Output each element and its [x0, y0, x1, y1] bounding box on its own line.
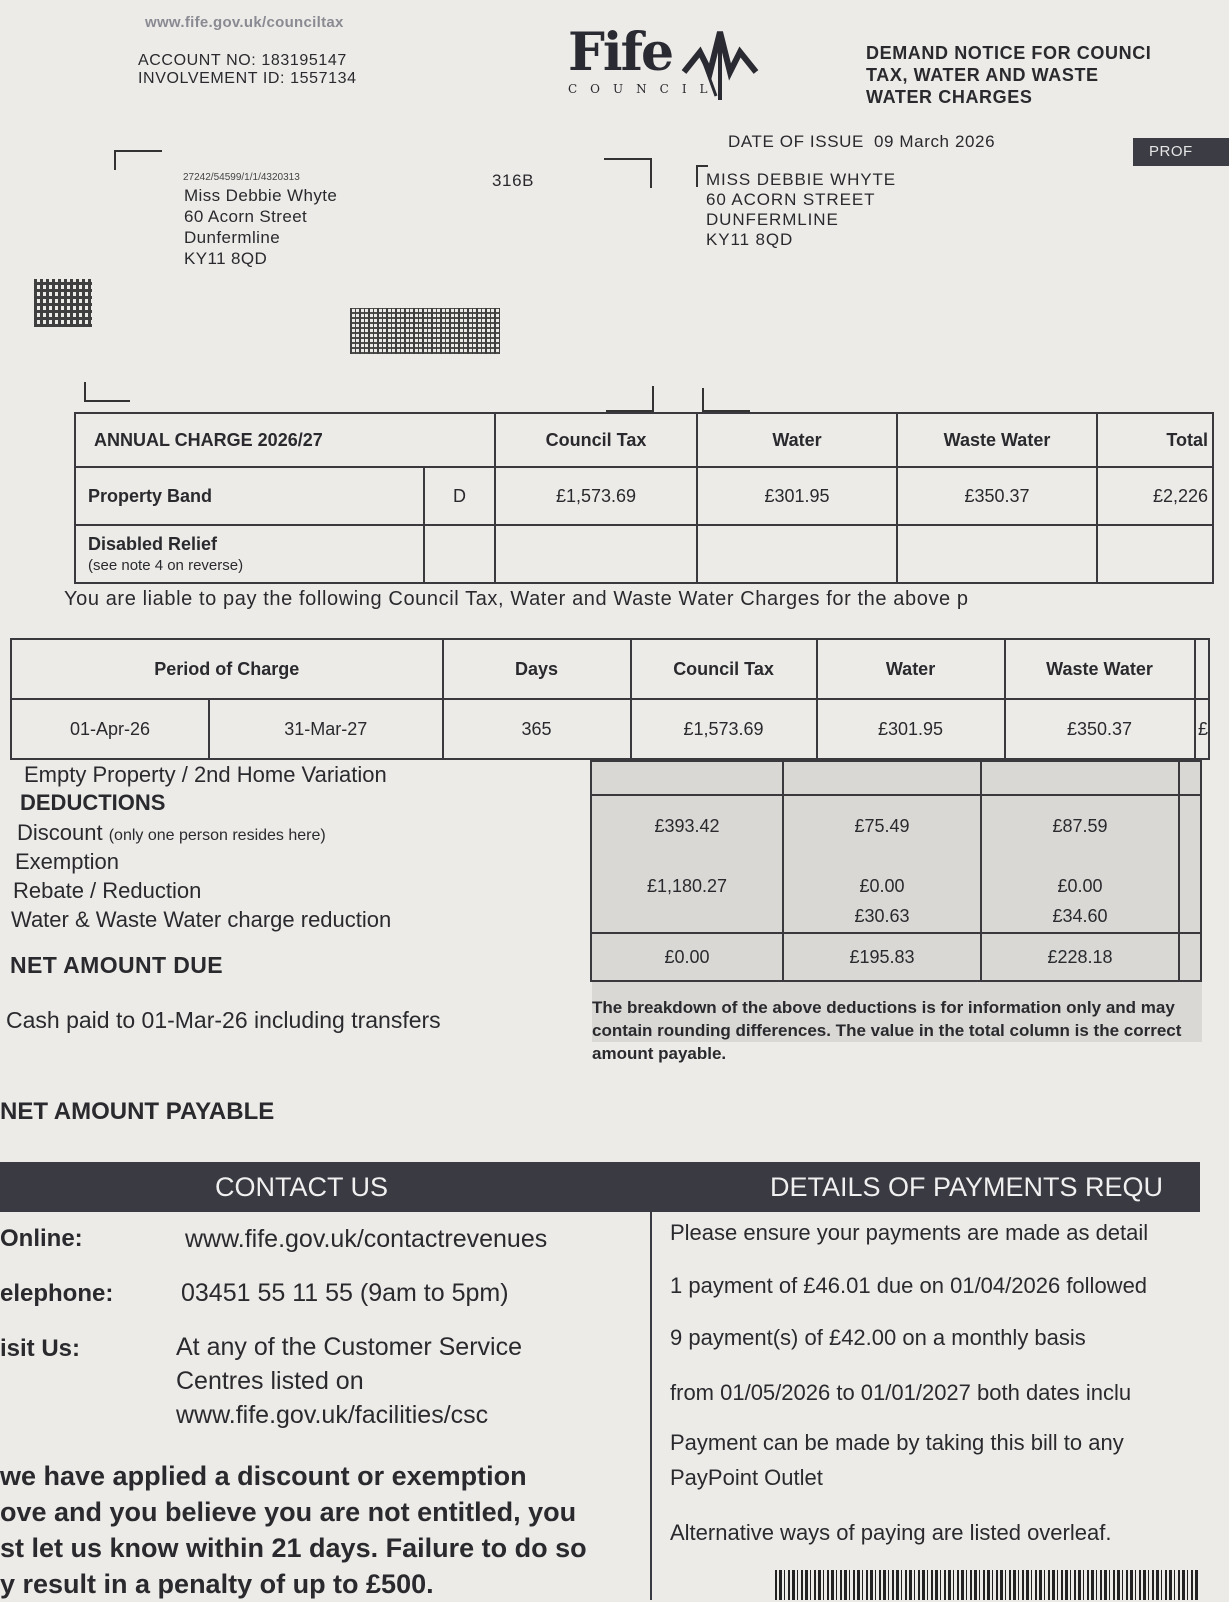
breakdown-note: The breakdown of the above deductions is for information only and may contain rounding differences. The value in the total column is the correct amount payable.: [592, 998, 1182, 1063]
visit-details: [176, 1330, 522, 1432]
notice-title-line: WATER CHARGES: [866, 87, 1033, 107]
col-waste-water: Waste Water: [897, 413, 1097, 467]
period-water: £301.95: [817, 699, 1005, 759]
property-band-value: D: [424, 467, 495, 525]
discount-label: Discount: [17, 820, 103, 845]
empty-cell: [1179, 795, 1201, 933]
col-total: Total: [1097, 413, 1213, 467]
deductions-heading: DEDUCTIONS: [20, 790, 166, 815]
col-days: Days: [443, 639, 631, 699]
warning-line: y result in a penalty of up to £500.: [0, 1569, 434, 1599]
payments-heading: DETAILS OF PAYMENTS REQU: [770, 1172, 1164, 1202]
notice-title-line: TAX, WATER AND WASTE: [866, 65, 1099, 85]
payment-barcode-icon: [775, 1570, 1200, 1600]
online-label: Online:: [0, 1225, 83, 1252]
empty-cell: [981, 761, 1179, 795]
datamatrix-barcode-icon: [350, 308, 500, 354]
window-corner-mark: [84, 382, 130, 402]
account-number: 183195147: [261, 52, 347, 69]
payment-line: Alternative ways of paying are listed overleaf.: [670, 1520, 1112, 1545]
deductions-waste-water: [981, 795, 1179, 933]
warning-line: st let us know within 21 days. Failure to do so: [0, 1533, 587, 1563]
rebate-label: Rebate / Reduction: [13, 878, 202, 903]
window-corner-mark: [702, 388, 750, 412]
disabled-relief-cell: [75, 525, 424, 583]
address-line: KY11 8QD: [706, 230, 794, 249]
involvement-label: INVOLVEMENT ID:: [138, 70, 286, 87]
notice-title-line: DEMAND NOTICE FOR COUNCI: [866, 43, 1152, 63]
empty-cell: [591, 761, 783, 795]
water-reduction-label: Water & Waste Water charge reduction: [11, 907, 392, 932]
window-corner-mark: [114, 150, 162, 170]
address-line: 60 Acorn Street: [184, 207, 308, 226]
property-address: [706, 170, 896, 250]
variation-label: Empty Property / 2nd Home Variation: [24, 762, 387, 787]
notice-title: [866, 42, 1151, 108]
period-council-tax: £1,573.69: [631, 699, 817, 759]
annual-total: £2,226: [1097, 467, 1213, 525]
discount-council-tax: £393.42: [654, 816, 720, 836]
visit-line: Centres listed on: [176, 1367, 364, 1395]
discount-row-label: [17, 818, 326, 850]
involvement-id: 1557134: [290, 70, 357, 87]
col-waste-water: Waste Water: [1005, 639, 1195, 699]
col-water: Water: [817, 639, 1005, 699]
address-line: 60 ACORN STREET: [706, 190, 876, 209]
period-days: 365: [443, 699, 631, 759]
discount-water: £75.49: [854, 816, 910, 836]
address-line: DUNFERMLINE: [706, 210, 839, 229]
csc-link[interactable]: www.fife.gov.uk/facilities/csc: [176, 1401, 489, 1429]
payment-line: Payment can be made by taking this bill to any: [670, 1430, 1124, 1455]
net-council-tax: £0.00: [591, 933, 783, 981]
account-label: ACCOUNT NO:: [138, 52, 257, 69]
period-total: £: [1195, 699, 1209, 759]
annual-charge-title: ANNUAL CHARGE 2026/27: [75, 413, 495, 467]
date-of-issue: [728, 132, 995, 152]
col-council-tax: Council Tax: [631, 639, 817, 699]
online-link[interactable]: www.fife.gov.uk/contactrevenues: [185, 1225, 548, 1253]
mailing-address: [184, 185, 337, 269]
annual-council-tax: £1,573.69: [495, 467, 697, 525]
empty-cell: [424, 525, 495, 583]
empty-cell: [697, 525, 897, 583]
disabled-relief-label: Disabled Relief: [88, 534, 218, 554]
visit-line: At any of the Customer Service: [176, 1333, 522, 1361]
account-block: [138, 52, 357, 88]
payment-line: from 01/05/2026 to 01/01/2027 both dates inclu: [670, 1380, 1132, 1405]
reduction-waste-water: £34.60: [1052, 906, 1108, 926]
payment-line: PayPoint Outlet: [670, 1465, 823, 1490]
empty-cell: [897, 525, 1097, 583]
address-line: Miss Debbie Whyte: [184, 186, 338, 205]
period-to: 31-Mar-27: [209, 699, 443, 759]
telephone-number[interactable]: 03451 55 11 55 (9am to 5pm): [181, 1279, 509, 1307]
col-council-tax: Council Tax: [495, 413, 697, 467]
issue-date: 09 March 2026: [873, 132, 996, 151]
window-corner-mark: [606, 386, 654, 412]
warning-line: we have applied a discount or exemption: [0, 1461, 527, 1491]
fife-council-logo: [568, 22, 778, 102]
empty-cell: [1179, 933, 1201, 981]
empty-cell: [783, 761, 981, 795]
period-waste-water: £350.37: [1005, 699, 1195, 759]
deductions-table: [590, 760, 1202, 982]
issue-label: DATE OF ISSUE: [728, 132, 864, 151]
address-line: MISS DEBBIE WHYTE: [706, 170, 897, 189]
net-waste-water: £228.18: [981, 933, 1179, 981]
col-water: Water: [697, 413, 897, 467]
logo-word: Fife: [568, 22, 673, 83]
penalty-warning: [0, 1458, 587, 1602]
mailing-reference: 27242/54599/1/1/4320313: [183, 172, 300, 183]
deductions-council-tax: [591, 795, 783, 933]
section-divider: [650, 1212, 652, 1600]
net-amount-due-label: NET AMOUNT DUE: [10, 952, 224, 978]
rebate-council-tax: £1,180.27: [646, 876, 728, 896]
col-total: [1195, 639, 1209, 699]
property-band-label: Property Band: [75, 467, 424, 525]
reduction-water: £30.63: [854, 906, 910, 926]
payment-line: 9 payment(s) of £42.00 on a monthly basis: [670, 1325, 1086, 1350]
pro-badge: PROF: [1133, 138, 1229, 166]
rebate-water: £0.00: [859, 876, 905, 896]
deductions-water: [783, 795, 981, 933]
telephone-label: elephone:: [0, 1280, 114, 1307]
col-period: Period of Charge: [11, 639, 443, 699]
empty-cell: [495, 525, 697, 583]
rebate-waste-water: £0.00: [1057, 876, 1103, 896]
period-of-charge-table: [10, 638, 1210, 760]
annual-waste-water: £350.37: [897, 467, 1097, 525]
cash-paid-label: Cash paid to 01-Mar-26 including transfers: [6, 1007, 441, 1033]
payment-line: Please ensure your payments are made as detail: [670, 1220, 1149, 1245]
qr-code-icon: [34, 279, 92, 327]
council-tax-url: www.fife.gov.uk/counciltax: [145, 14, 344, 31]
contact-us-heading: CONTACT US: [215, 1172, 389, 1202]
empty-cell: [1097, 525, 1213, 583]
period-from: 01-Apr-26: [11, 699, 209, 759]
net-amount-payable-label: NET AMOUNT PAYABLE: [0, 1098, 275, 1125]
discount-waste-water: £87.59: [1052, 816, 1108, 836]
logo-subtitle: COUNCIL: [568, 82, 721, 96]
annual-water: £301.95: [697, 467, 897, 525]
discount-note: (only one person resides here): [108, 827, 326, 844]
section-header-bar: [0, 1162, 1200, 1212]
exemption-label: Exemption: [15, 849, 119, 874]
address-line: KY11 8QD: [184, 249, 268, 268]
liability-statement: You are liable to pay the following Council Tax, Water and Waste Water Charges for the above p: [64, 588, 969, 610]
warning-line: ove and you believe you are not entitled, you: [0, 1497, 577, 1527]
disabled-relief-note: (see note 4 on reverse): [88, 557, 244, 574]
payment-line: 1 payment of £46.01 due on 01/04/2026 followed: [670, 1273, 1148, 1298]
visit-label: isit Us:: [0, 1335, 81, 1362]
net-water: £195.83: [783, 933, 981, 981]
route-code: 316B: [492, 171, 535, 190]
window-corner-mark: [604, 158, 652, 188]
empty-cell: [1179, 761, 1201, 795]
address-line: Dunfermline: [184, 228, 281, 247]
annual-charge-table: [74, 412, 1214, 584]
